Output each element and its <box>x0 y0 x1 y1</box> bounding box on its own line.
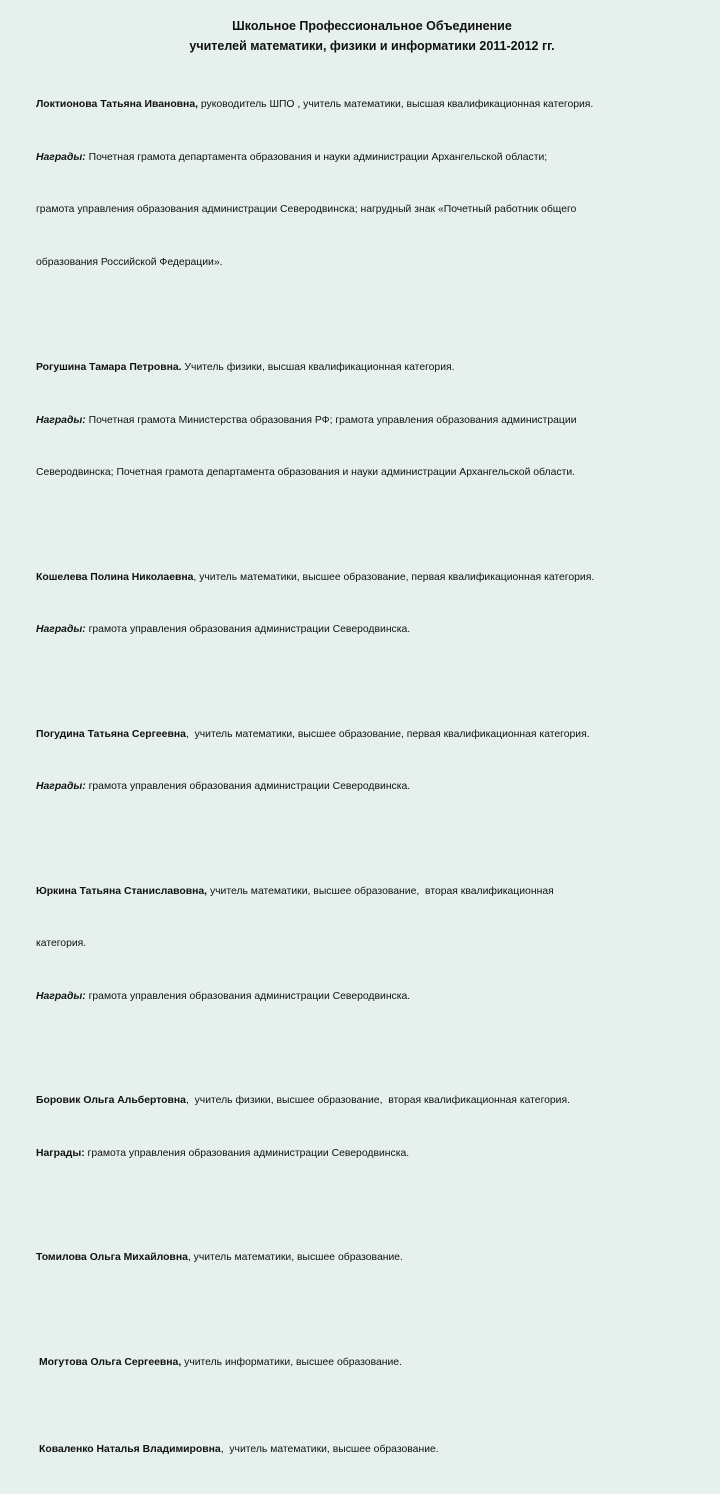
awards-label: Награды: <box>36 151 86 163</box>
teacher-description: , учитель математики, высшее образование. <box>220 1444 439 1455</box>
awards-text-continued: грамота управления образования администрации Северодвинска; нагрудный знак «Почетный работник общего <box>36 204 577 215</box>
awards-text: Почетная грамота департамента образования и науки администрации Архангельской области; <box>85 151 548 163</box>
teacher-name: Боровик Ольга Альбертовна <box>36 1095 186 1106</box>
teacher-entry <box>36 324 698 517</box>
awards-line <box>36 988 698 1006</box>
awards-label: Награды: <box>36 1147 85 1159</box>
teacher-entry <box>36 1057 698 1197</box>
awards-line <box>36 778 698 796</box>
awards-text: грамота управления образования администрации Северодвинска. <box>85 990 411 1002</box>
entry-heading-line <box>36 726 698 744</box>
awards-text: грамота управления образования администрации Северодвинска. <box>84 1147 410 1159</box>
teacher-name: Рогушина Тамара Петровна. <box>36 362 182 373</box>
teacher-name: Погудина Татьяна Сергеевна <box>36 728 186 740</box>
awards-label: Награды: <box>36 781 86 792</box>
awards-text-continued: Северодвинска; Почетная грамота департамента образования и науки администрации Архангельской области. <box>36 467 576 478</box>
teacher-name: Юркина Татьяна Станиславовна, <box>36 885 208 897</box>
awards-label: Награды: <box>36 990 86 1002</box>
awards-line <box>36 621 698 639</box>
title-line-1: Школьное Профессиональное Объединение <box>232 19 512 33</box>
teacher-name: Кошелева Полина Николаевна <box>36 571 194 583</box>
teacher-name: Локтионова Татьяна Ивановна, <box>36 99 198 110</box>
teacher-name: Томилова Ольга Михайловна <box>36 1252 188 1263</box>
teacher-name: Могутова Ольга Сергеевна, <box>39 1356 182 1368</box>
awards-text: грамота управления образования администрации Северодвинска. <box>85 781 411 792</box>
teacher-entry <box>36 534 698 674</box>
entry-heading-line <box>36 1249 698 1267</box>
teacher-description: Учитель физики, высшая квалификационная категория. <box>181 362 455 373</box>
teacher-description: учитель математики, высшее образование, вторая квалификационная <box>207 885 554 897</box>
entry-heading-line <box>36 883 698 901</box>
awards-line <box>36 149 698 167</box>
teacher-entry <box>36 1406 698 1494</box>
page-title <box>36 16 698 56</box>
awards-text-continued: образования Российской Федерации». <box>36 256 223 268</box>
entry-heading-line <box>36 569 698 587</box>
awards-line <box>36 412 698 430</box>
teacher-entry <box>36 1319 698 1407</box>
entry-heading-line <box>36 1092 698 1110</box>
teacher-entry <box>36 61 698 306</box>
awards-text: грамота управления образования администрации Северодвинска. <box>85 624 411 635</box>
entry-heading-line <box>39 1441 698 1459</box>
teacher-entry <box>36 1214 698 1302</box>
teacher-name: Коваленко Наталья Владимировна <box>39 1444 221 1455</box>
teacher-description-continued: категория. <box>36 938 87 949</box>
entry-heading-line <box>36 96 698 114</box>
awards-label: Награды: <box>36 414 86 426</box>
awards-text: Почетная грамота Министерства образования РФ; грамота управления образования администрации <box>85 414 577 426</box>
teacher-description: руководитель ШПО , учитель математики, высшая квалификационная категория. <box>198 99 594 110</box>
teacher-description: учитель информатики, высшее образование. <box>181 1356 402 1368</box>
awards-label: Награды: <box>36 624 86 635</box>
teacher-entry <box>36 848 698 1041</box>
teacher-description: , учитель физики, высшее образование, вторая квалификационная категория. <box>185 1095 571 1106</box>
teacher-description: , учитель математики, высшее образование, первая квалификационная категория. <box>193 571 595 583</box>
teacher-description: , учитель математики, высшее образование, первая квалификационная категория. <box>185 728 590 740</box>
teacher-description: , учитель математики, высшее образование. <box>187 1252 403 1263</box>
awards-line <box>36 1145 698 1163</box>
entry-heading-line <box>36 359 698 377</box>
entry-heading-line <box>39 1354 698 1372</box>
title-line-2: учителей математики, физики и информатики 2011-2012 гг. <box>189 39 555 53</box>
teacher-entry <box>36 691 698 831</box>
